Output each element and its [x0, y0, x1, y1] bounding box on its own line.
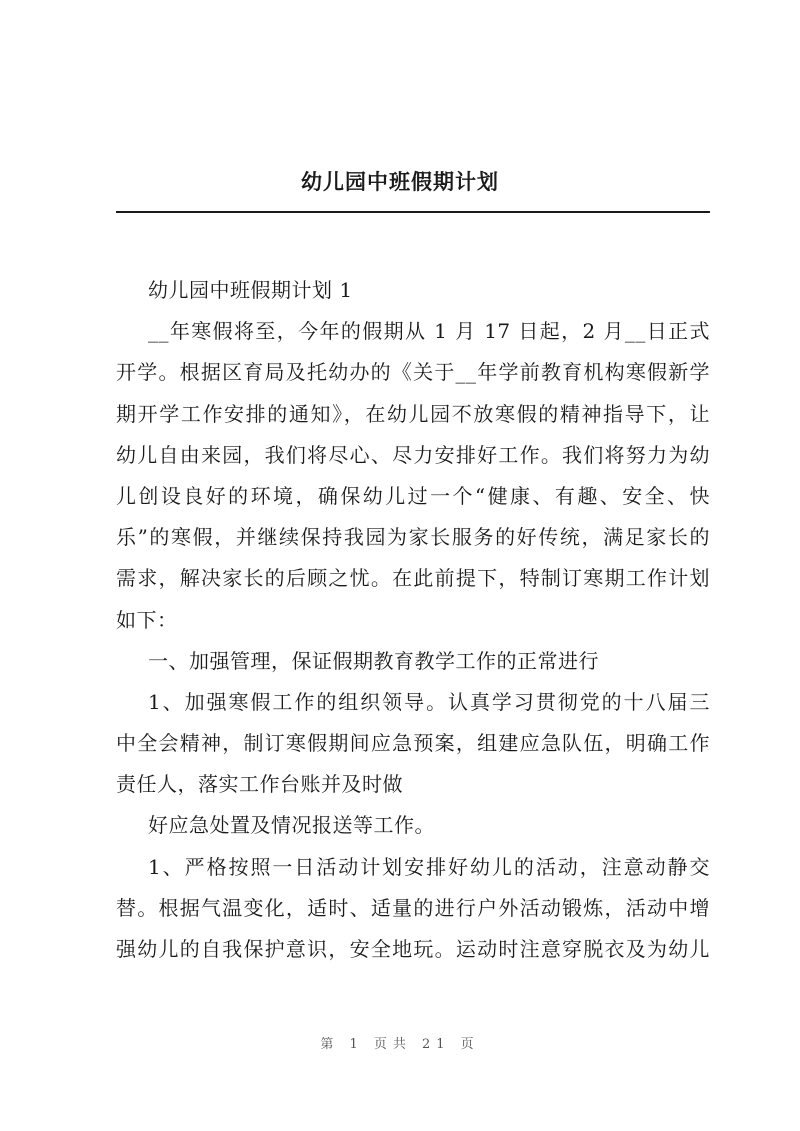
text-line: 中全会精神，制订寒假期间应急预案，组建应急队伍，明确工作: [116, 731, 710, 756]
text-line: 一、加强管理，保证假期教育教学工作的正常进行: [148, 648, 599, 673]
title-underline: [116, 211, 710, 213]
text-line: 儿创设良好的环境，确保幼儿过一个“健康、有趣、安全、快: [116, 483, 710, 508]
text-line: 幼儿自由来园，我们将尽心、尽力安排好工作。我们将努力为幼: [116, 442, 710, 467]
text-line: 1、严格按照一日活动计划安排好幼儿的活动，注意动静交: [148, 854, 710, 879]
text-line: 开学。根据区育局及托幼办的《关于__年学前教育机构寒假新学: [116, 360, 710, 385]
text-line: 幼儿园中班假期计划 1: [148, 278, 353, 302]
text-line: 期开学工作安排的通知》，在幼儿园不放寒假的精神指导下，让: [116, 401, 710, 426]
text-line: 1、加强寒假工作的组织领导。认真学习贯彻党的十八届三: [148, 689, 710, 714]
text-line: __年寒假将至，今年的假期从 1 月 17 日起，2 月__日正式: [148, 319, 710, 344]
text-line: 替。根据气温变化，适时、适量的进行户外活动锻炼，活动中增: [116, 895, 710, 920]
text-line: 好应急处置及情况报送等工作。: [148, 813, 435, 838]
text-line: 乐”的寒假，并继续保持我园为家长服务的好传统，满足家长的: [116, 525, 710, 550]
text-line: 需求，解决家长的后顾之忧。在此前提下，特制订寒期工作计划: [116, 566, 710, 591]
text-line: 如下：: [116, 607, 178, 632]
page-footer: 第 1 页共 21 页: [320, 1037, 480, 1052]
document-body: [116, 270, 710, 970]
text-line: 责任人，落实工作台账并及时做: [116, 772, 403, 797]
text-line: 强幼儿的自我保护意识，安全地玩。运动时注意穿脱衣及为幼儿: [116, 937, 710, 961]
document-title: 幼儿园中班假期计划: [301, 170, 499, 194]
